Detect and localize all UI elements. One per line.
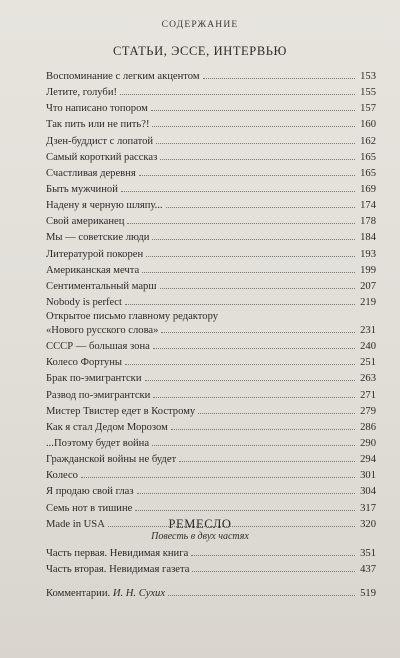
toc-entry[interactable] xyxy=(46,420,376,436)
toc-entry-title: Как я стал Дедом Морозом xyxy=(46,421,168,433)
toc-entry-title: Брак по-эмигрантски xyxy=(46,373,142,385)
toc-entry-page: 294 xyxy=(360,454,376,466)
toc-entry[interactable] xyxy=(46,150,376,166)
leader-dots xyxy=(135,501,355,511)
toc-entry-page: 207 xyxy=(360,280,376,292)
leader-dots xyxy=(152,436,355,446)
leader-dots xyxy=(153,388,355,398)
toc-entry[interactable] xyxy=(46,101,376,117)
toc-entry-title: Летите, голуби! xyxy=(46,87,118,99)
toc-entry-author: И. Н. Сухих xyxy=(112,588,166,599)
leader-dots xyxy=(81,468,355,478)
toc-entry-page: 165 xyxy=(360,167,376,179)
toc-entry[interactable] xyxy=(46,562,376,578)
toc-entry-title: Воспоминание с легким акцентом xyxy=(46,71,200,82)
toc-entry-title: Так пить или не пить?! xyxy=(46,119,150,131)
toc-entry[interactable] xyxy=(46,371,376,387)
toc-entry-page: 263 xyxy=(360,373,376,385)
toc-entry-page: 153 xyxy=(360,71,376,82)
toc-entry-page: 174 xyxy=(360,200,376,212)
toc-entry-title: Семь нот в тишине xyxy=(46,502,133,514)
toc-entry-title-line1: Открытое письмо главному редактору xyxy=(46,311,219,323)
leader-dots xyxy=(152,230,355,240)
toc-entry-title: Быть мужчиной xyxy=(46,183,118,195)
toc-entry-page: 279 xyxy=(360,405,376,417)
leader-dots xyxy=(168,586,355,596)
leader-dots xyxy=(160,279,355,289)
toc-entry-page: 317 xyxy=(360,502,376,514)
section-title-articles: СТАТЬИ, ЭССЕ, ИНТЕРВЬЮ xyxy=(112,44,288,58)
leader-dots xyxy=(125,355,355,365)
leader-dots xyxy=(146,247,355,257)
toc-entry-page: 231 xyxy=(360,325,376,337)
toc-entry[interactable] xyxy=(46,436,376,452)
toc-entry[interactable] xyxy=(46,214,376,230)
leader-dots xyxy=(203,69,355,79)
toc-entry-page: 169 xyxy=(360,183,376,195)
leader-dots xyxy=(121,182,355,192)
toc-entry-title: Американская мечта xyxy=(46,264,140,276)
toc-entry-page: 199 xyxy=(360,264,376,276)
leader-dots xyxy=(153,339,355,349)
toc-entry-page: 157 xyxy=(360,103,376,115)
toc-entry[interactable] xyxy=(46,85,376,101)
toc-entry[interactable] xyxy=(46,69,376,85)
toc-entry-page: 519 xyxy=(360,588,376,599)
toc-entry-page: 286 xyxy=(360,421,376,433)
toc-entry-title: Колесо xyxy=(46,470,78,482)
leader-dots xyxy=(145,371,356,381)
leader-dots xyxy=(171,420,355,430)
toc-entry-page: 240 xyxy=(360,341,376,353)
toc-entry-page: 271 xyxy=(360,389,376,401)
toc-entry-title: Надену я черную шляпу... xyxy=(46,200,163,212)
toc-entry-title: Сентиментальный марш xyxy=(46,280,157,292)
toc-commentary xyxy=(46,586,376,602)
toc-entry-page: 251 xyxy=(360,357,376,369)
toc-entry-page: 301 xyxy=(360,470,376,482)
toc-entry-title: Гражданской войны не будет xyxy=(46,454,177,466)
toc-entry-page: 437 xyxy=(360,564,376,576)
toc-entry-title: Литературой покорен xyxy=(46,248,144,260)
toc-entry-title: Made in USA xyxy=(46,518,105,530)
toc-entry-title: Мистер Твистер едет в Кострому xyxy=(46,405,196,417)
toc-entry[interactable] xyxy=(46,134,376,150)
toc-entry[interactable] xyxy=(46,546,376,562)
toc-entry-page: 162 xyxy=(360,135,376,147)
toc-entry-title: ...Поэтому будет война xyxy=(46,437,150,449)
toc-entry-page: 184 xyxy=(360,232,376,244)
leader-dots xyxy=(198,404,355,414)
leader-dots xyxy=(160,150,355,160)
toc-entry-title: Комментарии. xyxy=(46,588,113,599)
toc-entry-title: Свой американец xyxy=(46,216,125,228)
toc-entry[interactable] xyxy=(46,339,376,355)
toc-entry-title: СССР — большая зона xyxy=(46,341,150,353)
toc-entry[interactable] xyxy=(46,452,376,468)
toc-entry[interactable] xyxy=(46,404,376,420)
toc-entry-page: 193 xyxy=(360,248,376,260)
leader-dots xyxy=(192,562,355,572)
toc-entry-page: 160 xyxy=(360,119,376,131)
toc-entry-title: «Нового русского слова» xyxy=(46,325,159,337)
toc-entry-page: 178 xyxy=(360,216,376,228)
toc-entry-page: 290 xyxy=(360,437,376,449)
leader-dots xyxy=(152,117,355,127)
leader-dots xyxy=(120,85,355,95)
toc-entry[interactable] xyxy=(46,295,376,311)
toc-entry[interactable] xyxy=(46,501,376,517)
toc-entry-title: Что написано топором xyxy=(46,103,148,115)
leader-dots xyxy=(127,214,355,224)
toc-entry[interactable] xyxy=(46,355,376,371)
toc-entry-title: Счастливая деревня xyxy=(46,167,136,179)
toc-entry-page: 304 xyxy=(360,486,376,498)
leader-dots xyxy=(161,323,355,333)
toc-entry[interactable] xyxy=(46,484,376,500)
section-subtitle-craft: Повесть в двух частях xyxy=(151,531,249,542)
toc-entry-title: Дзен-буддист с лопатой xyxy=(46,135,154,147)
toc-entry-page: 219 xyxy=(360,296,376,308)
toc-entry[interactable] xyxy=(46,263,376,279)
leader-dots xyxy=(125,295,355,305)
toc-entry-page: 320 xyxy=(360,518,376,530)
toc-entry-title: Часть вторая. Невидимая газета xyxy=(46,564,190,576)
toc-entry-title: Самый короткий рассказ xyxy=(46,151,158,163)
running-head: СОДЕРЖАНИЕ xyxy=(161,20,239,30)
toc-entry[interactable] xyxy=(46,230,376,246)
leader-dots xyxy=(137,484,355,494)
leader-dots xyxy=(179,452,355,462)
leader-dots xyxy=(139,166,355,176)
toc-entry-title: Nobody is perfect xyxy=(46,296,122,308)
toc-entry[interactable] xyxy=(46,198,376,214)
toc-entry-commentary[interactable] xyxy=(46,586,376,602)
toc-entry[interactable] xyxy=(46,166,376,182)
toc-entry-title: Часть первая. Невидимая книга xyxy=(46,548,189,559)
leader-dots xyxy=(142,263,355,273)
leader-dots xyxy=(156,134,355,144)
toc-entry-title: Развод по-эмигрантски xyxy=(46,389,151,401)
toc-entry[interactable] xyxy=(46,388,376,404)
toc-entry[interactable] xyxy=(46,279,376,295)
toc-entry[interactable] xyxy=(46,182,376,198)
toc-entry-title: Мы — советские люди xyxy=(46,232,150,244)
toc-entry-page: 165 xyxy=(360,151,376,163)
toc-entry[interactable] xyxy=(46,247,376,263)
leader-dots xyxy=(191,546,355,556)
toc-entry-page: 351 xyxy=(360,548,376,559)
toc-articles xyxy=(46,69,376,533)
toc-entry-page: 155 xyxy=(360,87,376,99)
toc-craft xyxy=(46,546,376,578)
toc-entry-title: Колесо Фортуны xyxy=(46,357,122,369)
toc-entry[interactable] xyxy=(46,117,376,133)
toc-entry[interactable] xyxy=(46,311,376,339)
section-title-craft: РЕМЕСЛО xyxy=(168,517,232,531)
leader-dots xyxy=(151,101,355,111)
toc-entry[interactable] xyxy=(46,468,376,484)
toc-entry-title: Я продаю свой глаз xyxy=(46,486,134,498)
leader-dots xyxy=(166,198,355,208)
